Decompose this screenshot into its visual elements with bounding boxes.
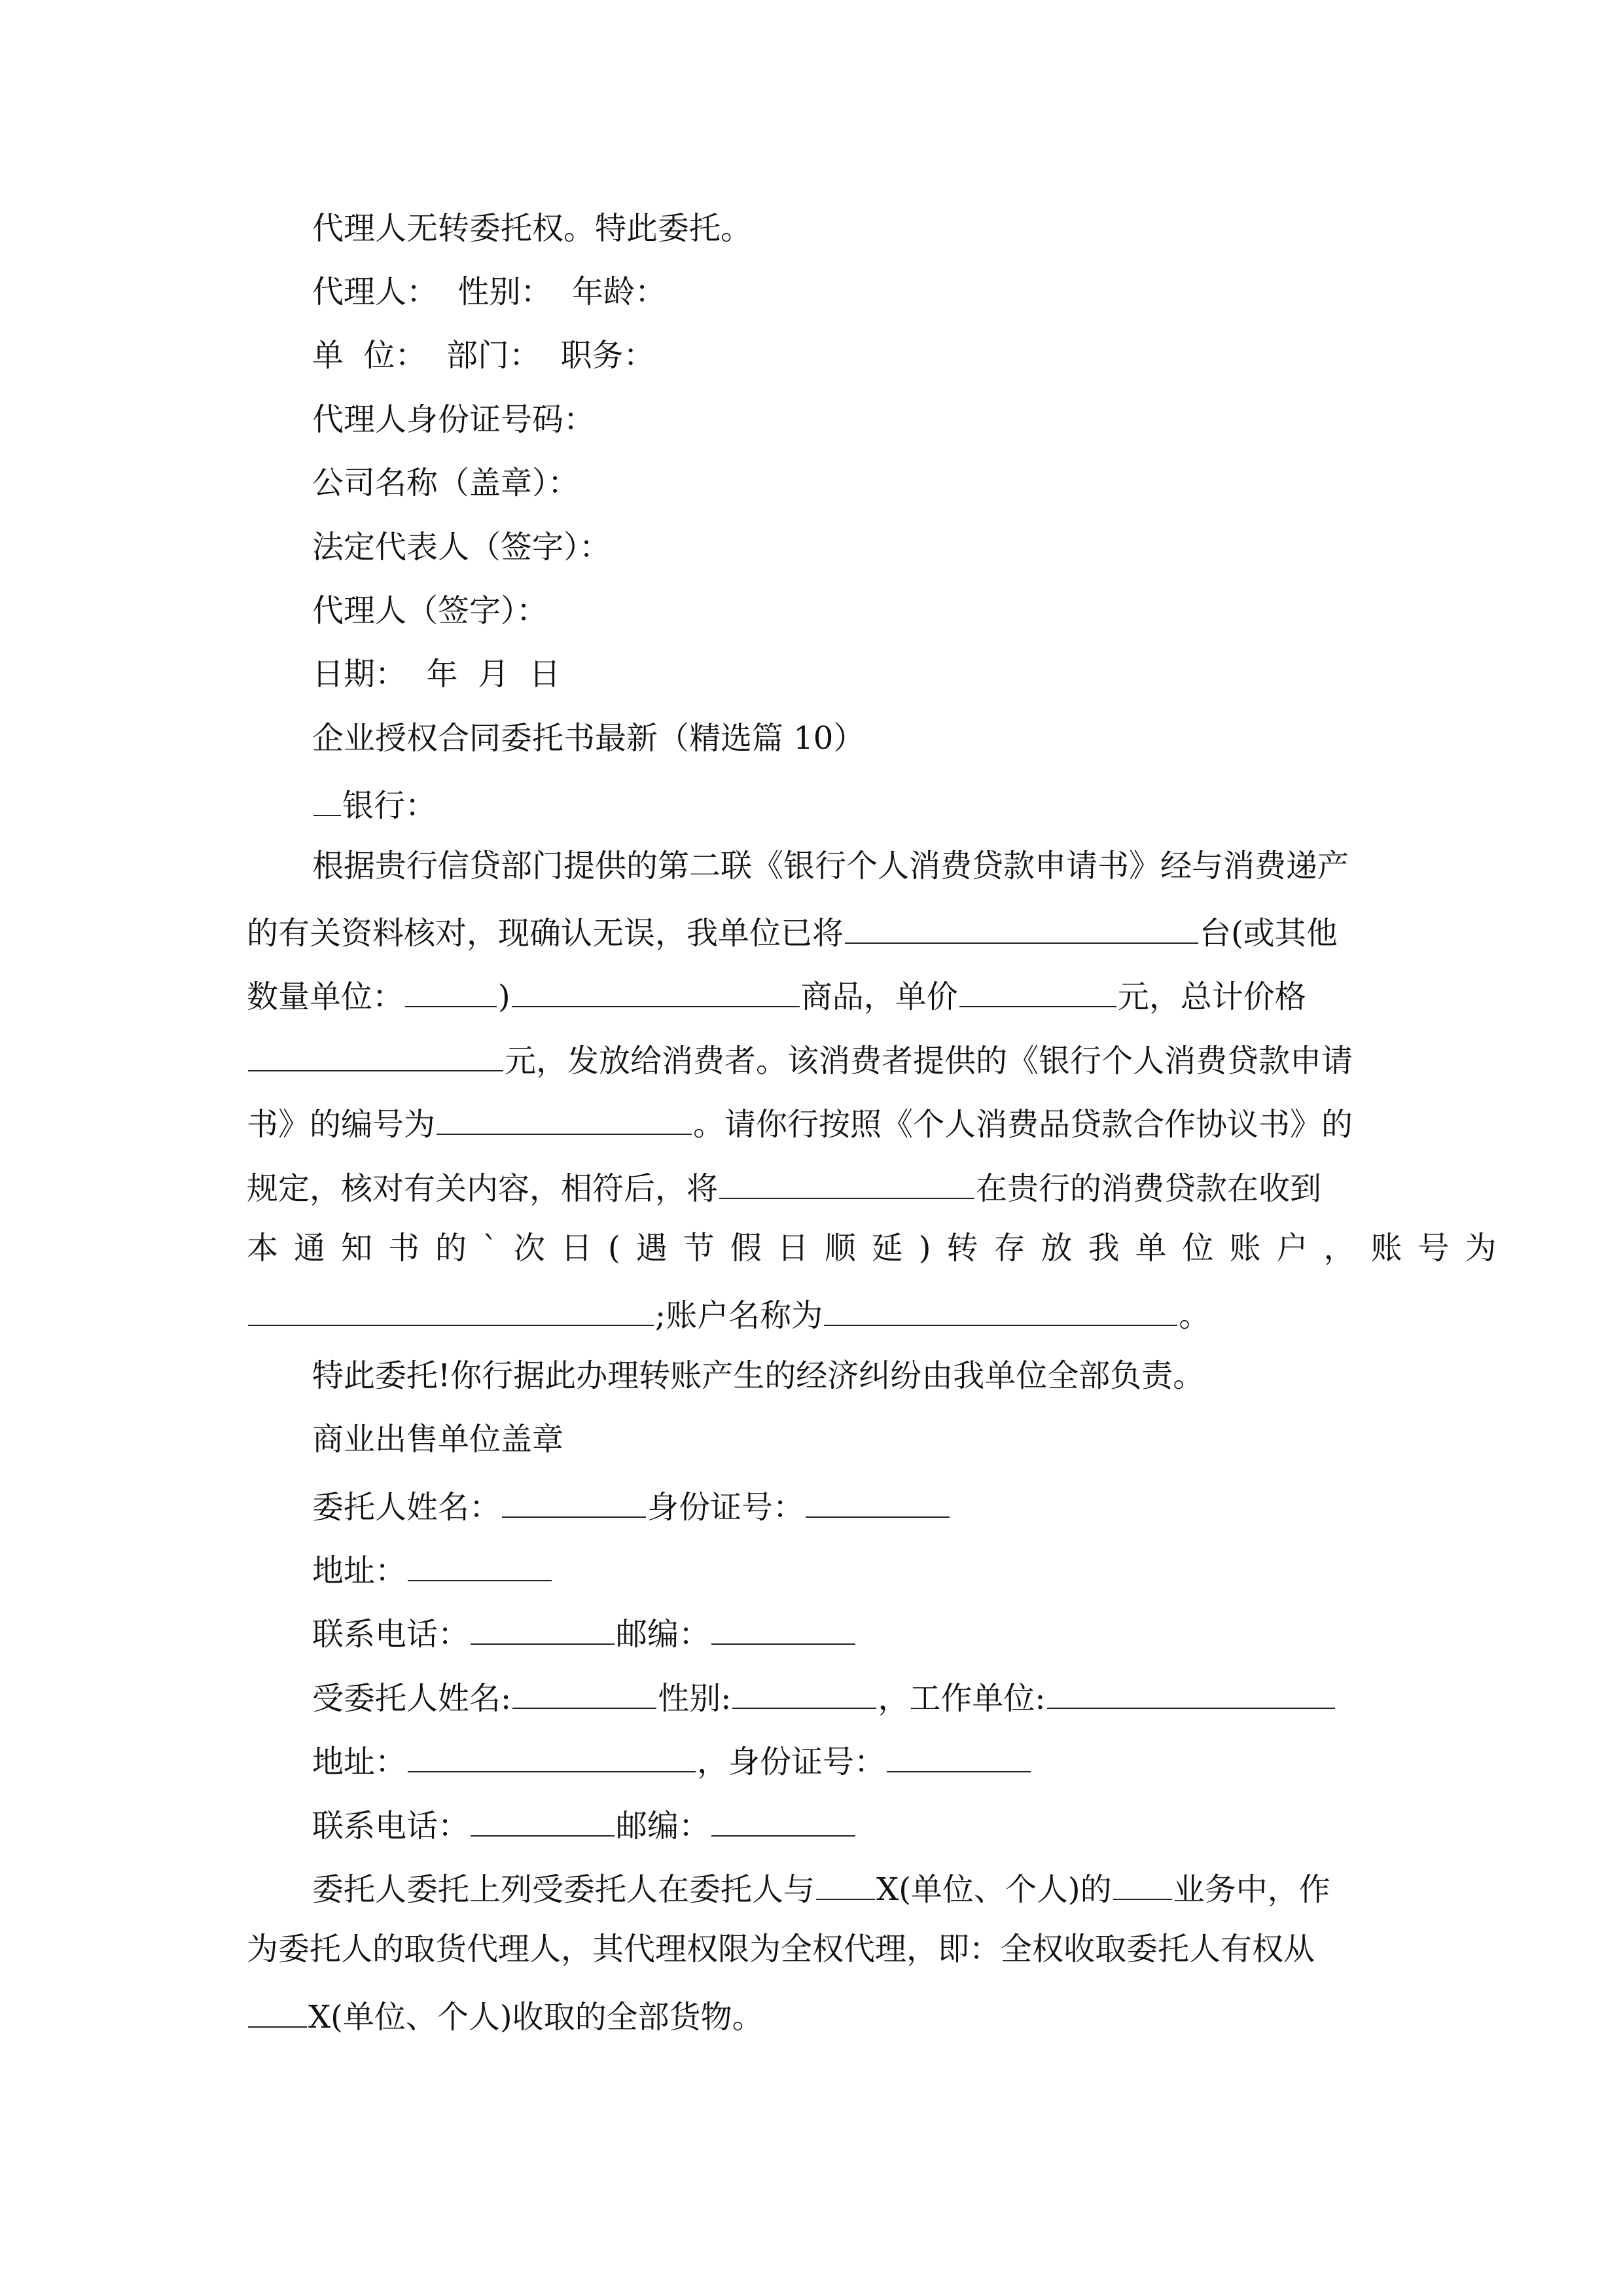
blank-line	[711, 1806, 855, 1837]
paragraph-line: X(单位、个人)收取的全部货物。	[247, 1998, 764, 2033]
form-line: 地址： ，身份证号：	[312, 1742, 1032, 1778]
blank-line	[732, 1679, 876, 1709]
blank-line	[1047, 1679, 1335, 1709]
blank-line	[719, 1169, 974, 1199]
text-line: 法定代表人（签字）：	[312, 529, 611, 565]
paragraph-line: 根据贵行信贷部门提供的第二联《银行个人消费贷款申请书》经与消费递产	[312, 848, 1349, 884]
paragraph-line: 委托人委托上列受委托人在委托人与 X(单位、个人)的 业务中，作	[312, 1871, 1330, 1908]
text-line: 特此委托!你行据此办理转账产生的经济纠纷由我单位全部负责。	[312, 1357, 1205, 1394]
blank-line	[824, 1296, 1177, 1326]
paragraph-line: 为委托人的取货代理人，其代理权限为全权代理，即：全权收取委托人有权从	[247, 1931, 1315, 1967]
form-line: 联系电话： 邮编：	[312, 1806, 857, 1842]
blank-line	[512, 977, 800, 1007]
paragraph-line: 数量单位： ) 商品，单价 元，总计价格	[247, 978, 1306, 1015]
text-line: 代理人身份证号码：	[312, 401, 596, 438]
text-line: 商业出售单位盖章	[312, 1421, 564, 1458]
paragraph-line: 本通知书的`次日(遇节假日顺延)转存放我单位账户，账号为	[247, 1230, 1512, 1266]
blank-line	[248, 1998, 307, 2028]
form-line: 委托人姓名： 身份证号：	[312, 1488, 951, 1523]
blank-line	[845, 914, 1198, 944]
form-line: 地址：	[312, 1551, 553, 1587]
text-line: 代理人无转委托权。特此委托。	[312, 210, 753, 247]
blank-line	[471, 1806, 615, 1837]
blank-line	[248, 1041, 503, 1071]
blank-line	[887, 1742, 1031, 1772]
blank-line	[405, 977, 497, 1007]
blank-line	[437, 1105, 692, 1135]
blank-line	[711, 1615, 855, 1645]
section-heading: 企业授权合同委托书最新（精选篇 10）	[312, 720, 865, 757]
blank-line	[408, 1742, 696, 1772]
blank-line	[471, 1615, 615, 1645]
blank-line	[806, 1488, 950, 1518]
blank-line	[816, 1870, 875, 1900]
paragraph-line: 元，发放给消费者。该消费者提供的《银行个人消费贷款申请	[247, 1041, 1353, 1077]
text-line: 日期： 年 月 日	[312, 656, 561, 692]
paragraph-line: 规定，核对有关内容，相符后，将 在贵行的消费贷款在收到	[247, 1170, 1322, 1207]
blank-line	[959, 977, 1116, 1007]
blank-line	[502, 1488, 646, 1518]
text-line: 代理人： 性别： 年龄：	[312, 274, 667, 310]
paragraph-line: 书》的编号为 。请你行按照《个人消费品贷款合作协议书》的	[247, 1106, 1353, 1143]
form-line: 受委托人姓名: 性别: ，工作单位:	[312, 1679, 1336, 1714]
blank-line	[512, 1679, 656, 1709]
text-line: 银行：	[312, 786, 437, 821]
blank-line	[313, 786, 341, 816]
paragraph-line: 的有关资料核对，现确认无误，我单位已将 台(或其他	[247, 915, 1338, 952]
paragraph-line: ;账户名称为 。	[247, 1296, 1210, 1331]
text-line: 代理人（签字）：	[312, 592, 548, 629]
blank-line	[408, 1551, 552, 1581]
text-line: 公司名称（盖章）：	[312, 465, 580, 501]
text-line: 单 位： 部门： 职务：	[312, 337, 655, 374]
form-line: 联系电话： 邮编：	[312, 1615, 857, 1650]
blank-line	[248, 1296, 654, 1326]
blank-line	[1113, 1870, 1172, 1900]
